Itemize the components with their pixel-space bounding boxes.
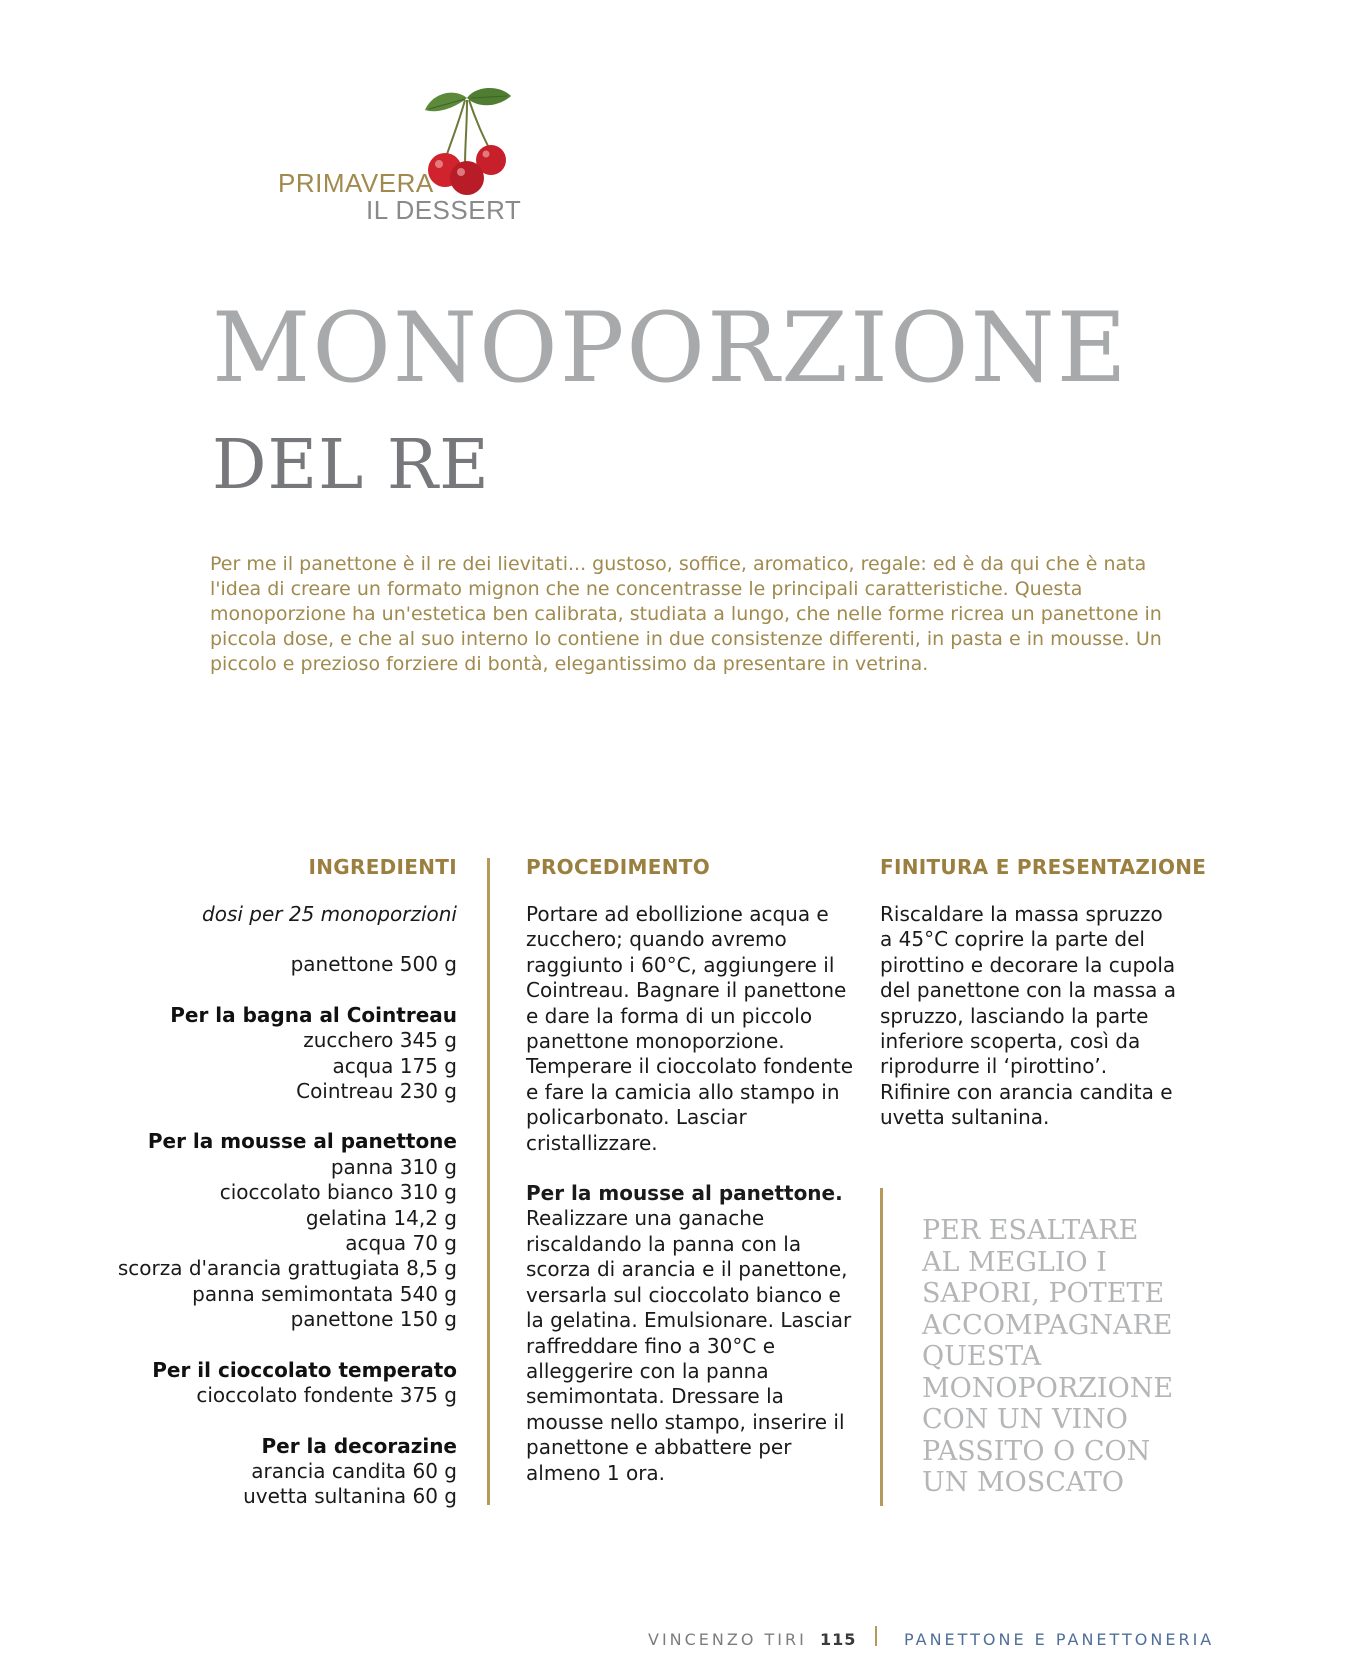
page-number: 115 (820, 1630, 857, 1649)
ingredients-heading: INGREDIENTI (308, 855, 457, 879)
procedure-subtitle: Per la mousse al panettone. (526, 1181, 843, 1206)
ingredient-group-title: Per la mousse al panettone (147, 1129, 457, 1154)
ingredient-item: uvetta sultanina 60 g (243, 1484, 457, 1509)
ingredients-list (37, 902, 457, 1535)
finishing-text: Riscaldare la massa spruzzo a 45°C coprire la parte del pirottino e decorare la cupola del panettone con la massa a spruzzo, lasciando la parte inferiore scoperta, così da riprodurre il ‘pirottino’. Rifinire con arancia candita e uvetta sultanina. (880, 902, 1176, 1130)
ingredient-group (37, 1434, 457, 1510)
ingredient-item: acqua 175 g (332, 1053, 457, 1078)
procedure-paragraph: Realizzare una ganache riscaldando la panna con la scorza di arancia e il panettone, versarla sul cioccolato bianco e la gelatina. Emulsionare. Lasciar raffreddare fino a 30°C e alleggerire con la panna semimontata. Dressare la mousse nello stampo, inserire il panettone e abbattere per almeno 1 ora. (526, 1206, 852, 1485)
ingredient-item: panna 310 g (330, 1154, 457, 1179)
finishing-heading: FINITURA E PRESENTAZIONE (880, 855, 1207, 879)
intro-paragraph: Per me il panettone è il re dei lievitati... gustoso, soffice, aromatico, regale: ed è da qui che è nata l'idea di creare un formato mignon che ne concentrasse le principali caratteristiche. Questa monoporzione ha un'estetica ben calibrata, studiata a lungo, che nelle forme ricrea un panettone in piccola dose, e che al suo interno lo contiene in due consistenze differenti, in pasta e in mousse. Un piccolo e prezioso forziere di bontà, elegantissimo da presentare in vetrina. (210, 553, 1162, 675)
ingredient-item: cioccolato bianco 310 g (219, 1180, 457, 1205)
ingredient-item: gelatina 14,2 g (305, 1205, 457, 1230)
dose-note: dosi per 25 monoporzioni (202, 902, 457, 926)
pull-quote: PER ESALTARE AL MEGLIO I SAPORI, POTETE ACCOMPAGNARE QUESTA MONOPORZIONE CON UN VINO PASSITO O CON UN MOSCATO (922, 1215, 1174, 1498)
ingredient-item: acqua 70 g (345, 1231, 457, 1256)
procedure-paragraph: Portare ad ebollizione acqua e zucchero; quando avremo raggiunto i 60°C, aggiungere il Cointreau. Bagnare il panettone e dare la forma di un piccolo panettone monoporzione. Temperare il cioccolato fondente e fare la camicia allo stampo in policarbonato. Lasciar cristallizzare. (526, 902, 854, 1155)
column-divider (487, 858, 490, 1505)
procedure-text (526, 902, 856, 1511)
ingredient-item: scorza d'arancia grattugiata 8,5 g (117, 1256, 457, 1281)
ingredient-item: panna semimontata 540 g (192, 1281, 457, 1306)
ingredient-item: arancia candita 60 g (251, 1458, 457, 1483)
ingredient-item: panettone 150 g (290, 1307, 457, 1332)
ingredient-group-title: Per la decorazine (261, 1433, 457, 1458)
footer-book-title: PANETTONE E PANETTONERIA (904, 1630, 1215, 1649)
quote-divider (880, 1188, 883, 1506)
ingredient-group (37, 1358, 457, 1409)
ingredient-item: cioccolato fondente 375 g (196, 1383, 457, 1408)
procedure-heading: PROCEDIMENTO (526, 855, 710, 879)
ingredient-group-title: Per il cioccolato temperato (152, 1357, 457, 1382)
ingredient-group (37, 1129, 457, 1332)
procedure-paragraph-mousse (526, 1181, 856, 1486)
footer-author: VINCENZO TIRI (648, 1630, 807, 1649)
ingredient-group-title: Per la bagna al Cointreau (170, 1002, 457, 1027)
ingredient-group (37, 1003, 457, 1105)
page-title: MONOPORZIONE (212, 292, 1129, 404)
season-label: PRIMAVERA (278, 168, 434, 198)
ingredient-base (37, 952, 457, 977)
ingredient-item: zucchero 345 g (303, 1028, 457, 1053)
ingredient-item: Cointreau 230 g (296, 1079, 457, 1104)
ingredient-item: panettone 500 g (290, 952, 457, 977)
footer-separator (875, 1626, 877, 1646)
page-subtitle: DEL RE (212, 426, 490, 505)
section-label: IL DESSERT (366, 195, 522, 225)
